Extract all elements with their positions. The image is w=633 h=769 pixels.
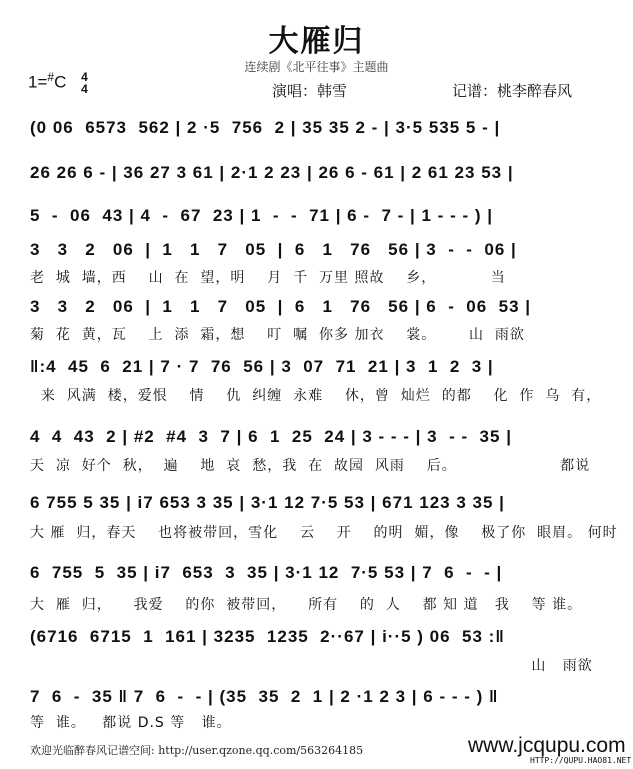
score-row: 4 4 43 2 | #2 #4 3 7 | 6 1 25 24 | 3 - - - | 3 - - 35 |: [30, 427, 512, 446]
score-row: 3 3 2 06 | 1 1 7 05 | 6 1 76 56 | 3 - - 06 |: [30, 240, 517, 259]
song-subtitle: 连续剧《北平往事》主题曲: [244, 60, 389, 74]
key-signature: [28, 70, 88, 95]
lyrics-line: 大 雁 归，春天 也将被带回，雪化 云 开 的明 媚，像 极了你 眼眉。 何时: [30, 525, 618, 541]
song-title: 大雁归: [268, 24, 365, 59]
site-watermark-2: HTTP://QUPU.HAO81.NET: [530, 756, 632, 765]
lyrics-line: 菊 花 黄，瓦 上 添 霜，想 叮 嘱 你多 加衣 裳。 山 雨欲: [30, 327, 525, 343]
lyrics-line: 老 城 墙，西 山 在 望，明 月 千 万里 照故 乡， 当: [30, 270, 506, 286]
score-row: 3 3 2 06 | 1 1 7 05 | 6 1 76 56 | 6 - 06 53 |: [30, 297, 532, 316]
site-watermark: www.jcqupu.com: [468, 734, 626, 757]
lyrics-line: 天 凉 好个 秋， 遍 地 哀 愁，我 在 故园 风雨 后。 都说: [30, 458, 591, 474]
time-top: 4: [81, 70, 88, 85]
score-row: 5 - 06 43 | 4 - 67 23 | 1 - - 71 | 6 - 7 - | 1 - - - ) |: [30, 206, 493, 225]
score-row: 7 6 - 35 ‖ 7 6 - - | (35 35 2 1 | 2 ·1 2 3 | 6 - - - ) ‖: [30, 687, 499, 706]
sharp-icon: #: [47, 70, 55, 84]
score-row: ‖:4 45 6 21 | 7 · 7 76 56 | 3 07 71 21 | 3 1 2 3 |: [30, 357, 494, 376]
score-row: (6716 6715 1 161 | 3235 1235 2··67 | i··5 ) 06 53 :‖: [30, 627, 505, 646]
time-signature: [81, 71, 88, 95]
key-label: 1=: [28, 72, 48, 92]
footer-welcome: 欢迎光临醉春风记谱空间: http://user.qzone.qq.com/563264185: [30, 744, 364, 757]
time-bottom: 4: [81, 82, 88, 97]
score-row: 26 26 6 - | 36 27 3 61 | 2·1 2 23 | 26 6 - 61 | 2 61 23 53 |: [30, 163, 514, 182]
key-note: C: [54, 72, 67, 92]
lyrics-line: 等 谁。 都说 D.S 等 谁。: [30, 715, 232, 731]
score-row: (0 06 6573 562 | 2 ·5 756 2 | 35 35 2 - | 3·5 535 5 - |: [30, 118, 501, 137]
lyrics-line: 山 雨欲: [30, 658, 593, 674]
singer: 演唱：韩雪: [272, 82, 348, 100]
score-row: 6 755 5 35 | i7 653 3 35 | 3·1 12 7·5 53 | 671 123 3 35 |: [30, 493, 505, 512]
transcriber: 记谱：桃李醉春风: [452, 82, 573, 100]
lyrics-line: 来 风满 楼，爱恨 情 仇 纠缠 永难 休，曾 灿烂 的都 化 作 乌 有，: [30, 388, 602, 404]
score-row: 6 755 5 35 | i7 653 3 35 | 3·1 12 7·5 53 | 7 6 - - |: [30, 563, 503, 582]
lyrics-line: 大 雁 归， 我爱 的你 被带回， 所有 的 人 都 知 道 我 等 谁。: [30, 597, 583, 613]
